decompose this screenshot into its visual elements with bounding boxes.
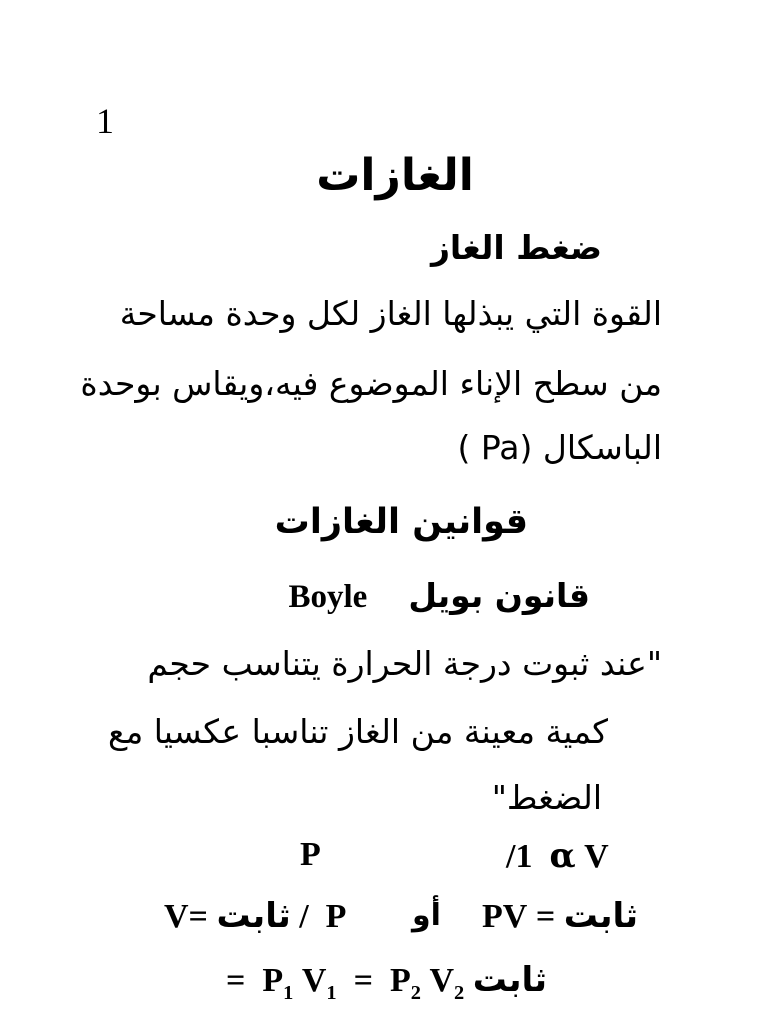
boyle-statement-line-3: الضغط" [491, 778, 602, 817]
definition-line-2: من سطح الإناء الموضوع فيه،ويقاس بوحدة [80, 364, 662, 403]
definition-line-1: القوة التي يبذلها الغاز لكل وحدة مساحة [119, 294, 662, 333]
page-number: 1 [96, 101, 114, 141]
definition-line-3: الباسكال (Pa ) [457, 428, 662, 467]
boyle-heading-ar: قانون بويل [408, 576, 590, 615]
proportion-denominator: P [300, 836, 321, 873]
page-title: الغازات [316, 150, 474, 201]
section-heading-gas-laws: قوانين الغازات [274, 502, 528, 542]
section-heading-gas-pressure: ضغط الغاز [430, 228, 602, 267]
formula-or: أو [412, 898, 441, 933]
boyle-law-heading [289, 576, 591, 616]
formula-constant-word: ثابت [472, 960, 548, 1000]
formula-v-equals: V= ثابت / P [164, 896, 347, 936]
boyle-heading-en: Boyle [288, 579, 368, 615]
formula-p1v1-p2v2: = $P_1$ $V_1 = P_2$ $V_2$ ثابت [226, 960, 548, 1004]
formula-pv-constant: PV = ثابت [482, 896, 638, 936]
boyle-statement-line-1: "عند ثبوت درجة الحرارة يتناسب حجم [147, 644, 662, 683]
boyle-statement-line-2: كمية معينة من الغاز تناسبا عكسيا مع [108, 712, 608, 751]
proportion-expression: /1 α V [506, 836, 609, 876]
